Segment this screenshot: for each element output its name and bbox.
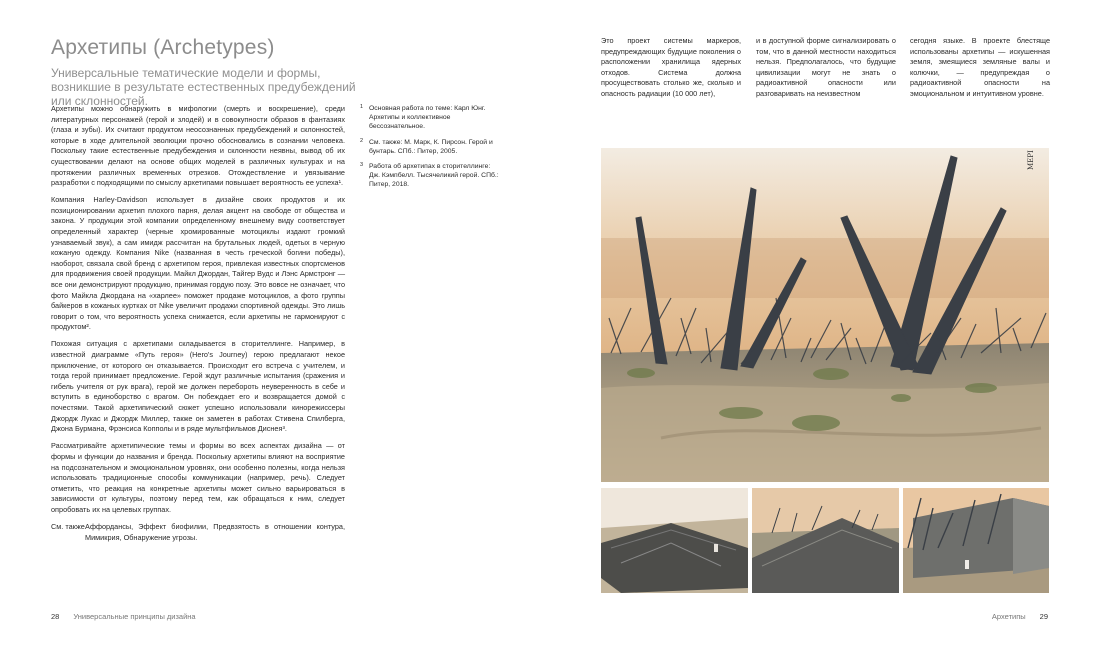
footnote-number: 1 <box>360 104 364 110</box>
thumbnail-illustration <box>752 488 899 593</box>
page-number-left: 28 <box>51 612 60 621</box>
body-paragraph: Архетипы можно обнаружить в мифологии (смерть и воскрешение), среди литературных персонажей (герой и злодей) и в совокупности образов в фантазиях (глаза и зубы). Их считают продуктом неосознанных предубеждений и склонностей, которые в ходе длительной эволюции прочно обосновались в сознании человека. Поскольку такие естественные предубеждения и склонности неявны, вывод об их существовании делают на основе общих моделей в различных культурах и на протяжении различных временных отрезков. Отождествление и увязывание разработки с подходящими по смыслу архетипами повышает вероятность ее успеха¹. <box>51 104 345 188</box>
footer-left <box>51 612 196 621</box>
body-paragraph: Компания Harley-Davidson использует в дизайне своих продуктов и их позиционировании архетип плохого парня, делая акцент на свободе от общества и закона. У продукции этой компании определенному внешнему виду соответствует определенный характер (черные хромированные мотоциклы издают громкий узнаваемый звук), а сам имидж рассчитан на брутальных людей, одетых в черную кожаную одежду. Компания Nike (названная в честь греческой богини победы), наоборот, связала свой бренд с архетипом героя, привлекая известных спортсменов для продвижения своей продукции. Майкл Джордан, Тайгер Вудс и Лэнс Армстронг — все они демонстрируют продукцию, принимая гордую позу. Это вовсе не означает, что фото Майкла Джордана на «харлее» поможет продаже мотоциклов, а фото группы байкеров в кожаных куртках от Nike увеличит продажи спортивной одежды. Это лишь говорит о том, что вероятность успеха снижается, если архетипы не гармонируют с продуктом². <box>51 195 345 332</box>
caption-column-1: Это проект системы маркеров, предупреждающих будущие поколения о расположении хранилища ядерных отходов. Система должна просуществовать столько же, сколько и опасность радиации (10 000 лет), <box>601 36 741 98</box>
body-paragraph: Похожая ситуация с архетипами складывается в сторителлинге. Например, в известной диаграмме «Путь героя» (Hero's Journey) герою предлагают некое приключение, от которого он отказывается. Происходит его встреча с учителем, и тогда герой принимает предложение. Герой ждут различные испытания (сражения и гибель учителя от рук врага), герой же должен перебороть неуверенность в себе и вступить в единоборство с врагом. Он побеждает его и возвращается домой с почестями. Такой архетипический сюжет успешно использовали кинорежиссеры Джордж Лукас и Джордж Миллер, также он заметен в работах Стивена Спилберга, Джона Бурмана, Фрэнсиса Копполы и в ряде мультфильмов Диснея³. <box>51 339 345 434</box>
see-also <box>51 522 345 543</box>
artist-signature: МЕРІ <box>1027 150 1035 170</box>
footnote-number: 2 <box>360 137 364 144</box>
footer-right <box>992 612 1048 621</box>
running-title-left: Универсальные принципы дизайна <box>73 612 196 621</box>
see-also-text: Аффордансы, Эффект биофилии, Предвзятость в отношении контура, Мимикрия, Обнаружение угрозы. <box>85 521 345 542</box>
footnotes <box>360 104 500 196</box>
thumbnail-illustration <box>903 488 1049 593</box>
page-title: Архетипы (Archetypes) <box>51 36 275 59</box>
footnote <box>360 138 500 156</box>
thumbnail-illustration <box>601 488 748 593</box>
footnote <box>360 104 500 132</box>
body-text <box>51 104 345 543</box>
caption-column-2: и в доступной форме сигнализировать о том, что в данной местности находиться нельзя. Предполагалось, что будущие цивилизации могут не знать о радиоактивной опасности или разговаривать на неизвестном <box>756 36 896 98</box>
footnote-text: Работа об архетипах в сторителлинге: Дж. Кэмпбелл. Тысячеликий герой. СПб.: Питер, 2018. <box>369 163 499 189</box>
footnote-text: См. также: М. Марк, К. Пирсон. Герой и бунтарь. СПб.: Питер, 2005. <box>369 138 493 155</box>
page-subtitle: Универсальные тематические модели и формы, возникшие в результате естественных предубеждений или склонностей. <box>51 66 356 108</box>
caption-column-3: сегодня языке. В проекте блестяще использованы архетипы — искушенная земля, змеящиеся земляные валы и колючки, — предупреждая о радиоактивной опасности на эмоциональном и интуитивном уровне. <box>910 36 1050 98</box>
footnote-text: Основная работа по теме: Карл Юнг. Архетипы и коллективное бессознательное. <box>369 105 486 131</box>
running-title-right: Архетипы <box>991 612 1026 621</box>
main-illustration <box>601 148 1049 482</box>
page-number-right: 29 <box>1039 612 1048 621</box>
footnote-number: 3 <box>360 162 364 169</box>
body-paragraph: Рассматривайте архетипические темы и формы во всех аспектах дизайна — от формы и функции до названия и бренда. Поскольку архетипы влияют на восприятие на подсознательном и эмоциональном уровнях, они особенно полезны, когда нельзя использовать традиционные способы коммуникации (например, речь). Следует отметить, что реакция на конкретные архетипы может сильно варьироваться в зависимости от культуры, поэтому перед тем, как обращаться к ним, следует опробовать их на целевых группах. <box>51 441 345 514</box>
see-also-label: См. также <box>51 521 85 531</box>
footnote <box>360 162 500 190</box>
